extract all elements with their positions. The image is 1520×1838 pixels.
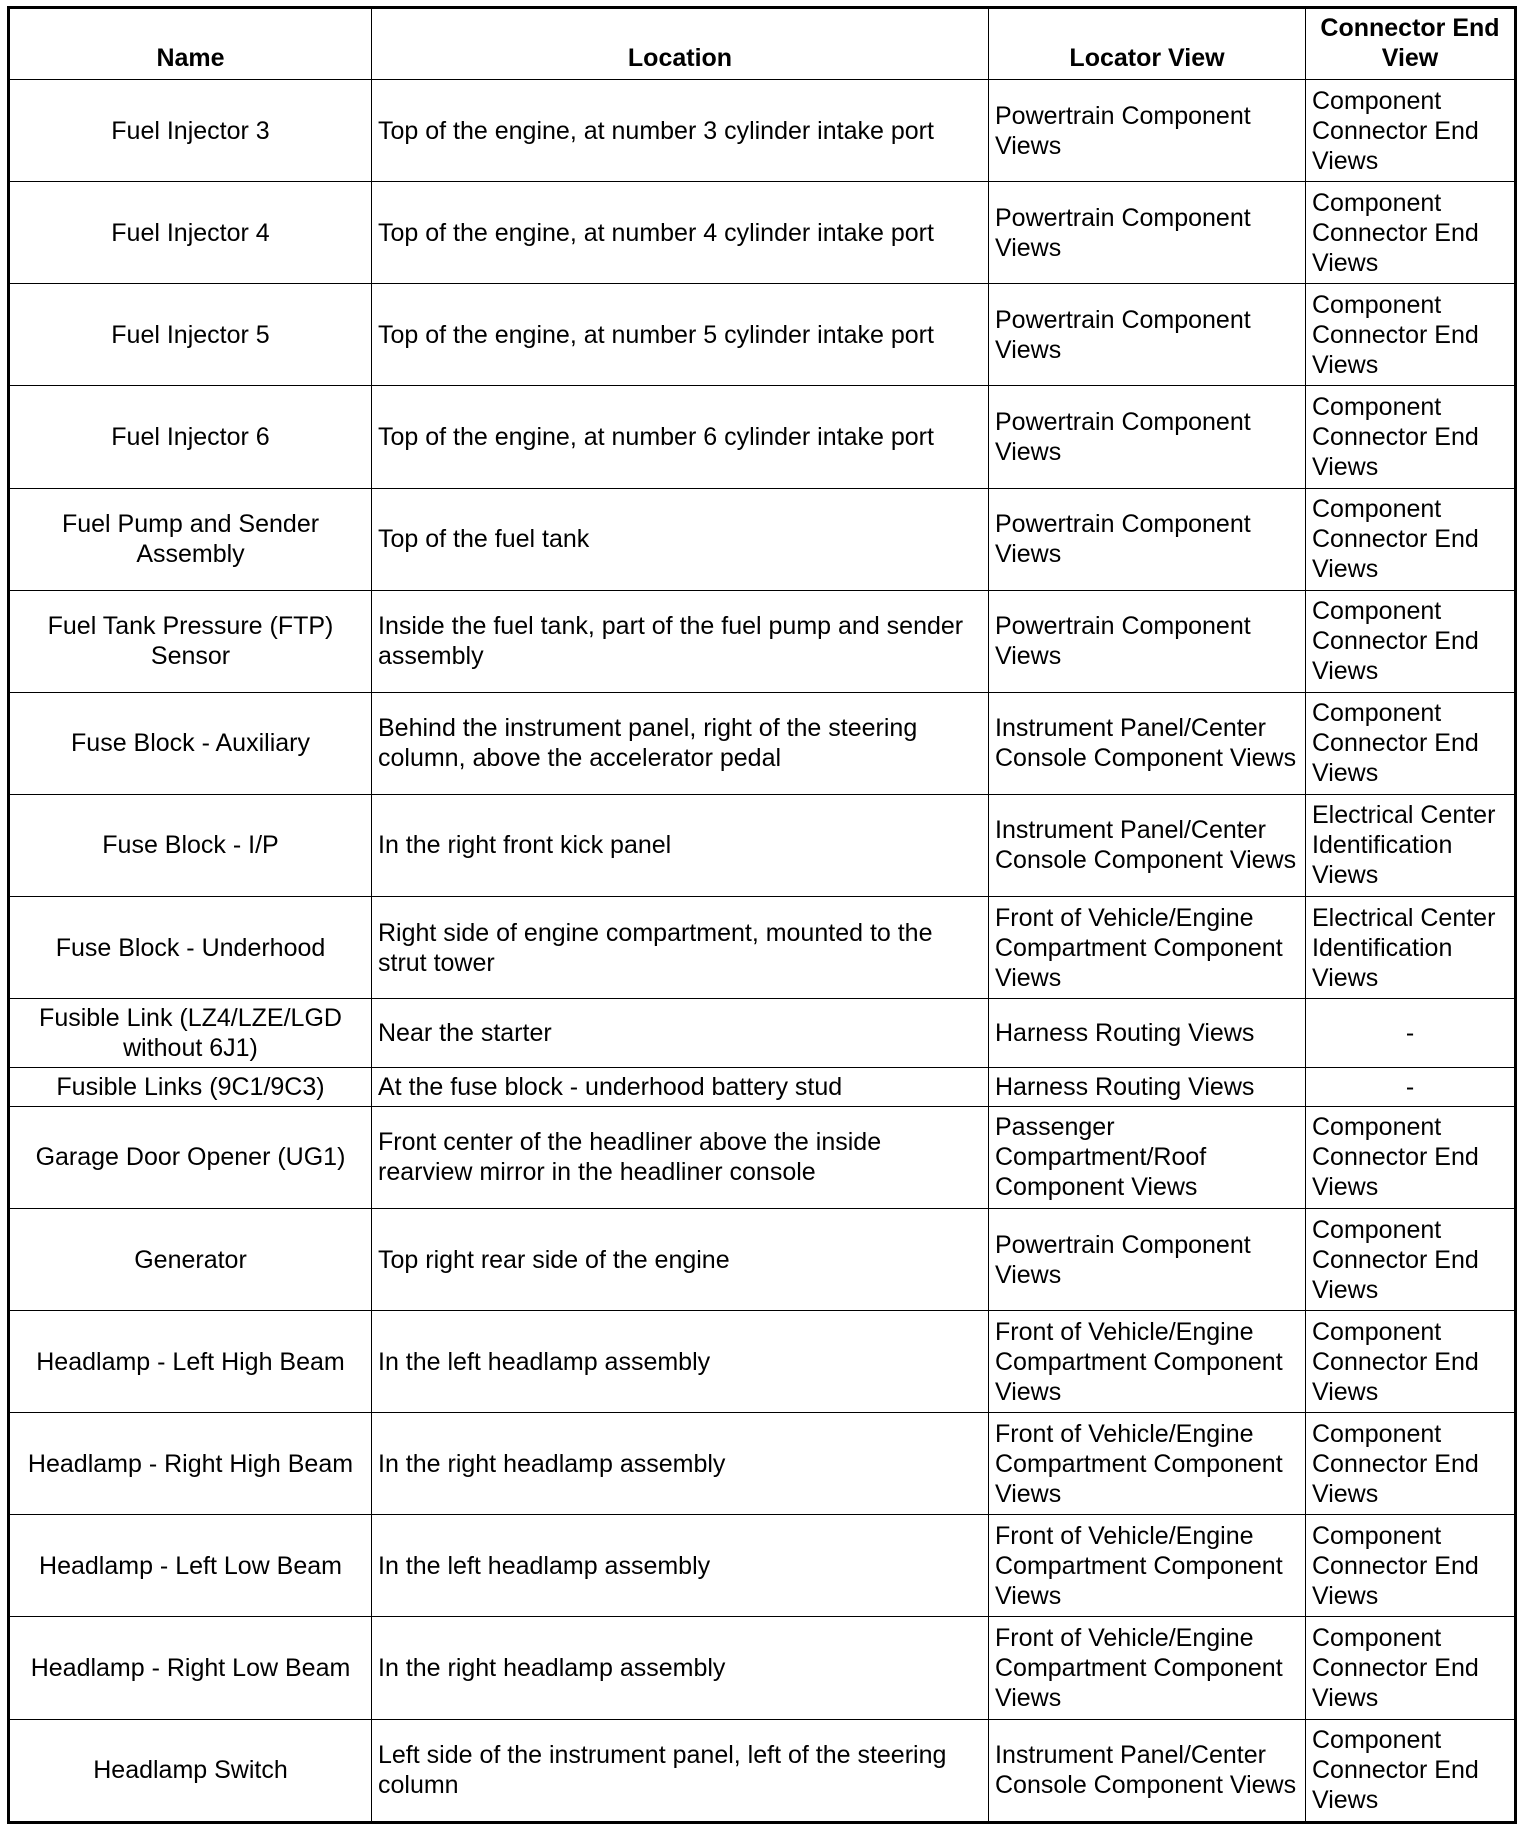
connector-end-view-cell: Component Connector End Views (1306, 1719, 1516, 1822)
name-cell: Fuse Block - I/P (9, 794, 372, 896)
connector-end-view-cell: Component Connector End Views (1306, 1515, 1516, 1617)
table-row (9, 1719, 1516, 1822)
location-cell: Behind the instrument panel, right of the steering column, above the accelerator pedal (372, 692, 989, 794)
connector-end-view-cell: Component Connector End Views (1306, 590, 1516, 692)
connector-end-view-cell: - (1306, 1067, 1516, 1106)
location-cell: Top of the engine, at number 6 cylinder intake port (372, 386, 989, 488)
location-cell: Top of the engine, at number 5 cylinder intake port (372, 284, 989, 386)
connector-end-view-cell: Component Connector End Views (1306, 1617, 1516, 1719)
name-cell: Fuel Pump and Sender Assembly (9, 488, 372, 590)
connector-end-view-cell: Component Connector End Views (1306, 284, 1516, 386)
name-cell: Garage Door Opener (UG1) (9, 1106, 372, 1208)
locator-view-cell: Powertrain Component Views (989, 284, 1306, 386)
connector-end-view-cell: Component Connector End Views (1306, 1413, 1516, 1515)
locator-view-cell: Powertrain Component Views (989, 386, 1306, 488)
name-cell: Fuel Injector 4 (9, 182, 372, 284)
name-cell: Fuse Block - Auxiliary (9, 692, 372, 794)
connector-end-view-cell: Electrical Center Identification Views (1306, 897, 1516, 999)
location-cell: Near the starter (372, 999, 989, 1067)
connector-end-view-cell: Electrical Center Identification Views (1306, 794, 1516, 896)
header-connector-end-view: Connector End View (1306, 8, 1516, 80)
table-row (9, 999, 1516, 1067)
table-row (9, 1515, 1516, 1617)
table-row (9, 794, 1516, 896)
table-row (9, 182, 1516, 284)
location-cell: Top right rear side of the engine (372, 1208, 989, 1310)
location-cell: Left side of the instrument panel, left of the steering column (372, 1719, 989, 1822)
name-cell: Fuel Injector 6 (9, 386, 372, 488)
name-cell: Headlamp - Left High Beam (9, 1311, 372, 1413)
locator-view-cell: Powertrain Component Views (989, 182, 1306, 284)
name-cell: Headlamp - Right High Beam (9, 1413, 372, 1515)
table-row (9, 1617, 1516, 1719)
name-cell: Fuel Tank Pressure (FTP) Sensor (9, 590, 372, 692)
component-locator-table (7, 6, 1517, 1824)
table-row (9, 692, 1516, 794)
name-cell: Fusible Link (LZ4/LZE/LGD without 6J1) (9, 999, 372, 1067)
table-body (9, 80, 1516, 1823)
location-cell: Top of the fuel tank (372, 488, 989, 590)
locator-view-cell: Front of Vehicle/Engine Compartment Component Views (989, 1617, 1306, 1719)
table-row (9, 1067, 1516, 1106)
connector-end-view-cell: Component Connector End Views (1306, 386, 1516, 488)
table-row (9, 284, 1516, 386)
table-header-row (9, 8, 1516, 80)
header-location: Location (372, 8, 989, 80)
location-cell: In the left headlamp assembly (372, 1515, 989, 1617)
connector-end-view-cell: Component Connector End Views (1306, 692, 1516, 794)
name-cell: Headlamp Switch (9, 1719, 372, 1822)
table-row (9, 488, 1516, 590)
locator-view-cell: Instrument Panel/Center Console Component Views (989, 1719, 1306, 1822)
name-cell: Headlamp - Right Low Beam (9, 1617, 372, 1719)
locator-view-cell: Powertrain Component Views (989, 1208, 1306, 1310)
locator-view-cell: Powertrain Component Views (989, 80, 1306, 182)
connector-end-view-cell: Component Connector End Views (1306, 182, 1516, 284)
locator-view-cell: Harness Routing Views (989, 1067, 1306, 1106)
name-cell: Fuel Injector 5 (9, 284, 372, 386)
connector-end-view-cell: Component Connector End Views (1306, 1208, 1516, 1310)
table-row (9, 80, 1516, 182)
locator-view-cell: Instrument Panel/Center Console Component Views (989, 692, 1306, 794)
locator-view-cell: Harness Routing Views (989, 999, 1306, 1067)
locator-view-cell: Front of Vehicle/Engine Compartment Component Views (989, 1311, 1306, 1413)
location-cell: Right side of engine compartment, mounted to the strut tower (372, 897, 989, 999)
connector-end-view-cell: Component Connector End Views (1306, 1311, 1516, 1413)
location-cell: Inside the fuel tank, part of the fuel pump and sender assembly (372, 590, 989, 692)
location-cell: In the right front kick panel (372, 794, 989, 896)
table-row (9, 1208, 1516, 1310)
locator-view-cell: Powertrain Component Views (989, 590, 1306, 692)
name-cell: Fusible Links (9C1/9C3) (9, 1067, 372, 1106)
location-cell: Top of the engine, at number 4 cylinder intake port (372, 182, 989, 284)
location-cell: Front center of the headliner above the inside rearview mirror in the headliner console (372, 1106, 989, 1208)
locator-view-cell: Front of Vehicle/Engine Compartment Component Views (989, 1515, 1306, 1617)
location-cell: In the right headlamp assembly (372, 1413, 989, 1515)
locator-view-cell: Instrument Panel/Center Console Component Views (989, 794, 1306, 896)
table-row (9, 386, 1516, 488)
locator-view-cell: Powertrain Component Views (989, 488, 1306, 590)
connector-end-view-cell: Component Connector End Views (1306, 488, 1516, 590)
location-cell: In the right headlamp assembly (372, 1617, 989, 1719)
name-cell: Headlamp - Left Low Beam (9, 1515, 372, 1617)
name-cell: Fuse Block - Underhood (9, 897, 372, 999)
location-cell: In the left headlamp assembly (372, 1311, 989, 1413)
name-cell: Generator (9, 1208, 372, 1310)
header-locator-view: Locator View (989, 8, 1306, 80)
connector-end-view-cell: Component Connector End Views (1306, 80, 1516, 182)
connector-end-view-cell: - (1306, 999, 1516, 1067)
header-name: Name (9, 8, 372, 80)
location-cell: Top of the engine, at number 3 cylinder intake port (372, 80, 989, 182)
locator-view-cell: Front of Vehicle/Engine Compartment Component Views (989, 897, 1306, 999)
table-row (9, 897, 1516, 999)
connector-end-view-cell: Component Connector End Views (1306, 1106, 1516, 1208)
table-row (9, 1311, 1516, 1413)
location-cell: At the fuse block - underhood battery stud (372, 1067, 989, 1106)
table-row (9, 1413, 1516, 1515)
name-cell: Fuel Injector 3 (9, 80, 372, 182)
table-row (9, 1106, 1516, 1208)
locator-view-cell: Passenger Compartment/Roof Component Views (989, 1106, 1306, 1208)
locator-view-cell: Front of Vehicle/Engine Compartment Component Views (989, 1413, 1306, 1515)
table-row (9, 590, 1516, 692)
